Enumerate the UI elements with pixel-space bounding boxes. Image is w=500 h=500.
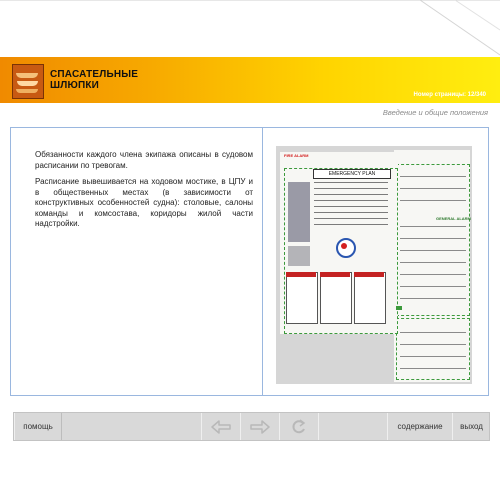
page-title: СПАСАТЕЛЬНЫЕ ШЛЮПКИ <box>50 69 139 91</box>
section-title: Введение и общие положения <box>382 108 488 117</box>
exit-button[interactable]: выход <box>452 413 490 440</box>
contents-button[interactable]: содержание <box>387 413 453 440</box>
paragraph-schedule: Расписание вывешивается на ходовом мостике, в ЦПУ и в общественных местах (в зависимости от конструктивных особенностей судна): столовые, салоны команды и комсостава, коридоры жилой части надстройки. <box>35 177 253 228</box>
page-number: Номер страницы: 12/340 <box>413 92 486 98</box>
navigation-toolbar <box>13 412 490 441</box>
fire-alarm-label: FIRE ALARM <box>284 153 309 158</box>
back-button[interactable] <box>201 413 241 440</box>
paragraph-duties: Обязанности каждого члена экипажа описаны в судовом расписании по тревогам. <box>35 150 253 170</box>
lifeboat-logo <box>12 64 44 99</box>
help-button[interactable]: помощь <box>14 413 62 440</box>
arrow-right-icon <box>249 419 271 435</box>
header-decoration <box>0 0 500 60</box>
forward-button[interactable] <box>240 413 280 440</box>
emergency-plan-image <box>276 146 472 384</box>
arrow-left-icon <box>210 419 232 435</box>
emergency-plan-label: EMERGENCY PLAN <box>313 169 391 179</box>
general-alarm-label: GENERAL ALARM <box>436 216 471 221</box>
toolbar-spacer <box>318 413 388 440</box>
content-text <box>35 150 253 236</box>
refresh-button[interactable] <box>279 413 319 440</box>
refresh-icon <box>291 418 307 436</box>
